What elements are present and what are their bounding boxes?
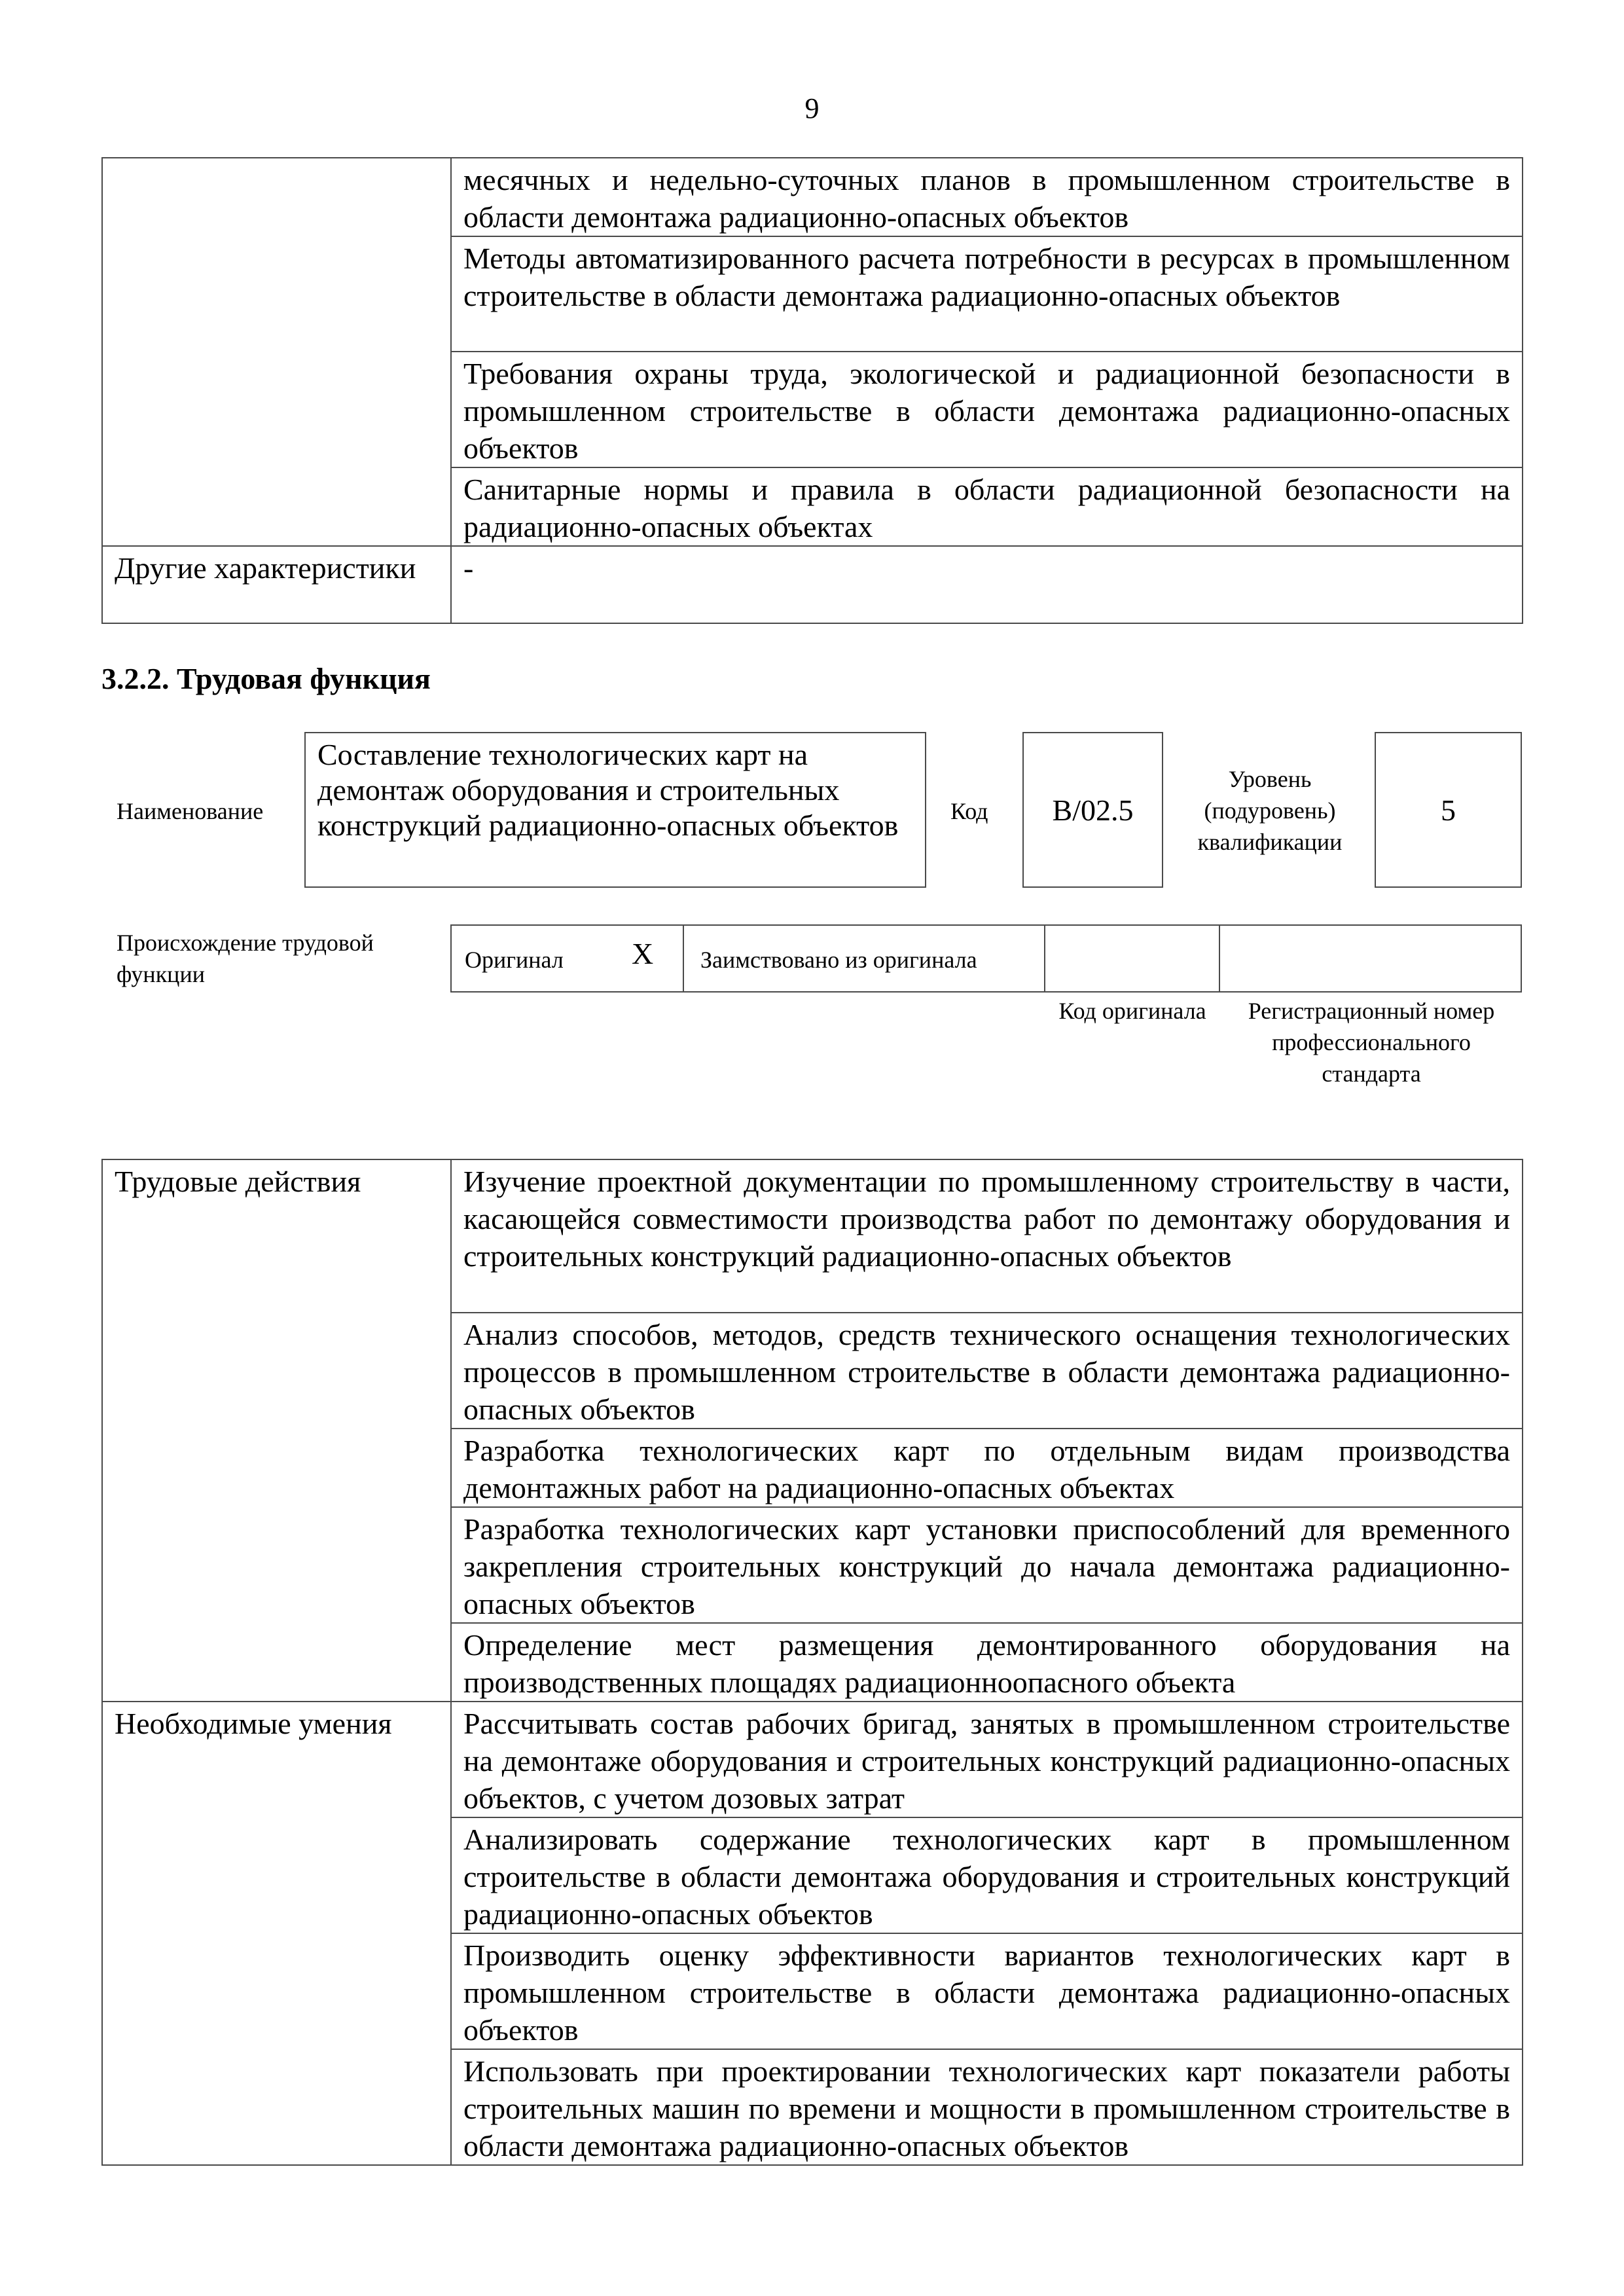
- required-skills-label: Необходимые умения: [102, 1702, 451, 2165]
- labor-action-item: Разработка технологических карт установки приспособлений для временного закрепления строительных конструкций до начала демонтажа радиационно-опасных объектов: [451, 1507, 1523, 1623]
- main-table: [101, 1159, 1523, 2166]
- labor-action-item: Определение мест размещения демонтированного оборудования на производственных площадях радиационноопасного объекта: [451, 1623, 1523, 1702]
- origin-divider: [1044, 924, 1045, 993]
- labor-action-item: Разработка технологических карт по отдельным видам производства демонтажных работ на радиационно-опасных объектах: [451, 1429, 1523, 1507]
- knowledge-item: Требования охраны труда, экологической и радиационной безопасности в промышленном строительстве в области демонтажа радиационно-опасных объектов: [451, 352, 1523, 467]
- origin-label: Происхождение трудовой функции: [117, 930, 374, 987]
- other-characteristics-label: Другие характеристики: [102, 546, 451, 623]
- name-value-box: [304, 732, 926, 888]
- name-value: Составление технологических карт на демонтаж оборудования и строительных конструкций радиационно-опасных объектов: [317, 738, 899, 842]
- code-original-caption: Код оригинала: [1058, 998, 1206, 1024]
- skill-item: Производить оценку эффективности вариантов технологических карт в промышленном строительстве в области демонтажа радиационно-опасных объектов: [451, 1933, 1523, 2049]
- reg-number-caption: Регистрационный номер профессионального стандарта: [1248, 998, 1495, 1087]
- empty-label-cell: [102, 158, 451, 546]
- labor-actions-label: Трудовые действия: [102, 1159, 451, 1702]
- skill-item: Использовать при проектировании технологических карт показатели работы строительных машин по времени и мощности в промышленном строительстве в области демонтажа радиационно-опасных объектов: [451, 2049, 1523, 2165]
- code-value: B/02.5: [1052, 793, 1134, 827]
- level-label: Уровень (подуровень) квалификации: [1197, 766, 1343, 855]
- top-table: [101, 157, 1523, 624]
- origin-divider: [1219, 924, 1220, 993]
- code-value-box: [1022, 732, 1163, 888]
- labor-action-item: Анализ способов, методов, средств технического оснащения технологических процессов в промышленном строительстве в области демонтажа радиационно-опасных объектов: [451, 1313, 1523, 1429]
- level-value-box: [1375, 732, 1522, 888]
- knowledge-item: Санитарные нормы и правила в области радиационной безопасности на радиационно-опасных объектах: [451, 467, 1523, 546]
- skill-item: Анализировать содержание технологических карт в промышленном строительстве в области демонтажа оборудования и строительных конструкций радиационно-опасных объектов: [451, 1817, 1523, 1933]
- knowledge-item: месячных и недельно-суточных планов в промышленном строительстве в области демонтажа радиационно-опасных объектов: [451, 158, 1523, 236]
- section-title: 3.2.2. Трудовая функция: [101, 662, 431, 695]
- page-number: 9: [804, 92, 820, 124]
- borrowed-label: Заимствовано из оригинала: [700, 947, 977, 973]
- original-mark: X: [632, 937, 654, 970]
- knowledge-item: Методы автоматизированного расчета потребности в ресурсах в промышленном строительстве в области демонтажа радиационно-опасных объектов: [451, 236, 1523, 352]
- origin-row: [450, 924, 1522, 993]
- other-characteristics-value: -: [451, 546, 1523, 623]
- code-label: Код: [950, 798, 988, 824]
- labor-action-item: Изучение проектной документации по промышленному строительству в части, касающейся совместимости производства работ по демонтажу оборудования и строительных конструкций радиационно-опасных объектов: [451, 1159, 1523, 1313]
- original-label: Оригинал: [465, 947, 564, 973]
- name-label: Наименование: [117, 798, 264, 824]
- origin-divider: [683, 924, 684, 993]
- skill-item: Рассчитывать состав рабочих бригад, занятых в промышленном строительстве на демонтаже оборудования и строительных конструкций радиационно-опасных объектов, с учетом дозовых затрат: [451, 1702, 1523, 1817]
- level-value: 5: [1441, 793, 1456, 827]
